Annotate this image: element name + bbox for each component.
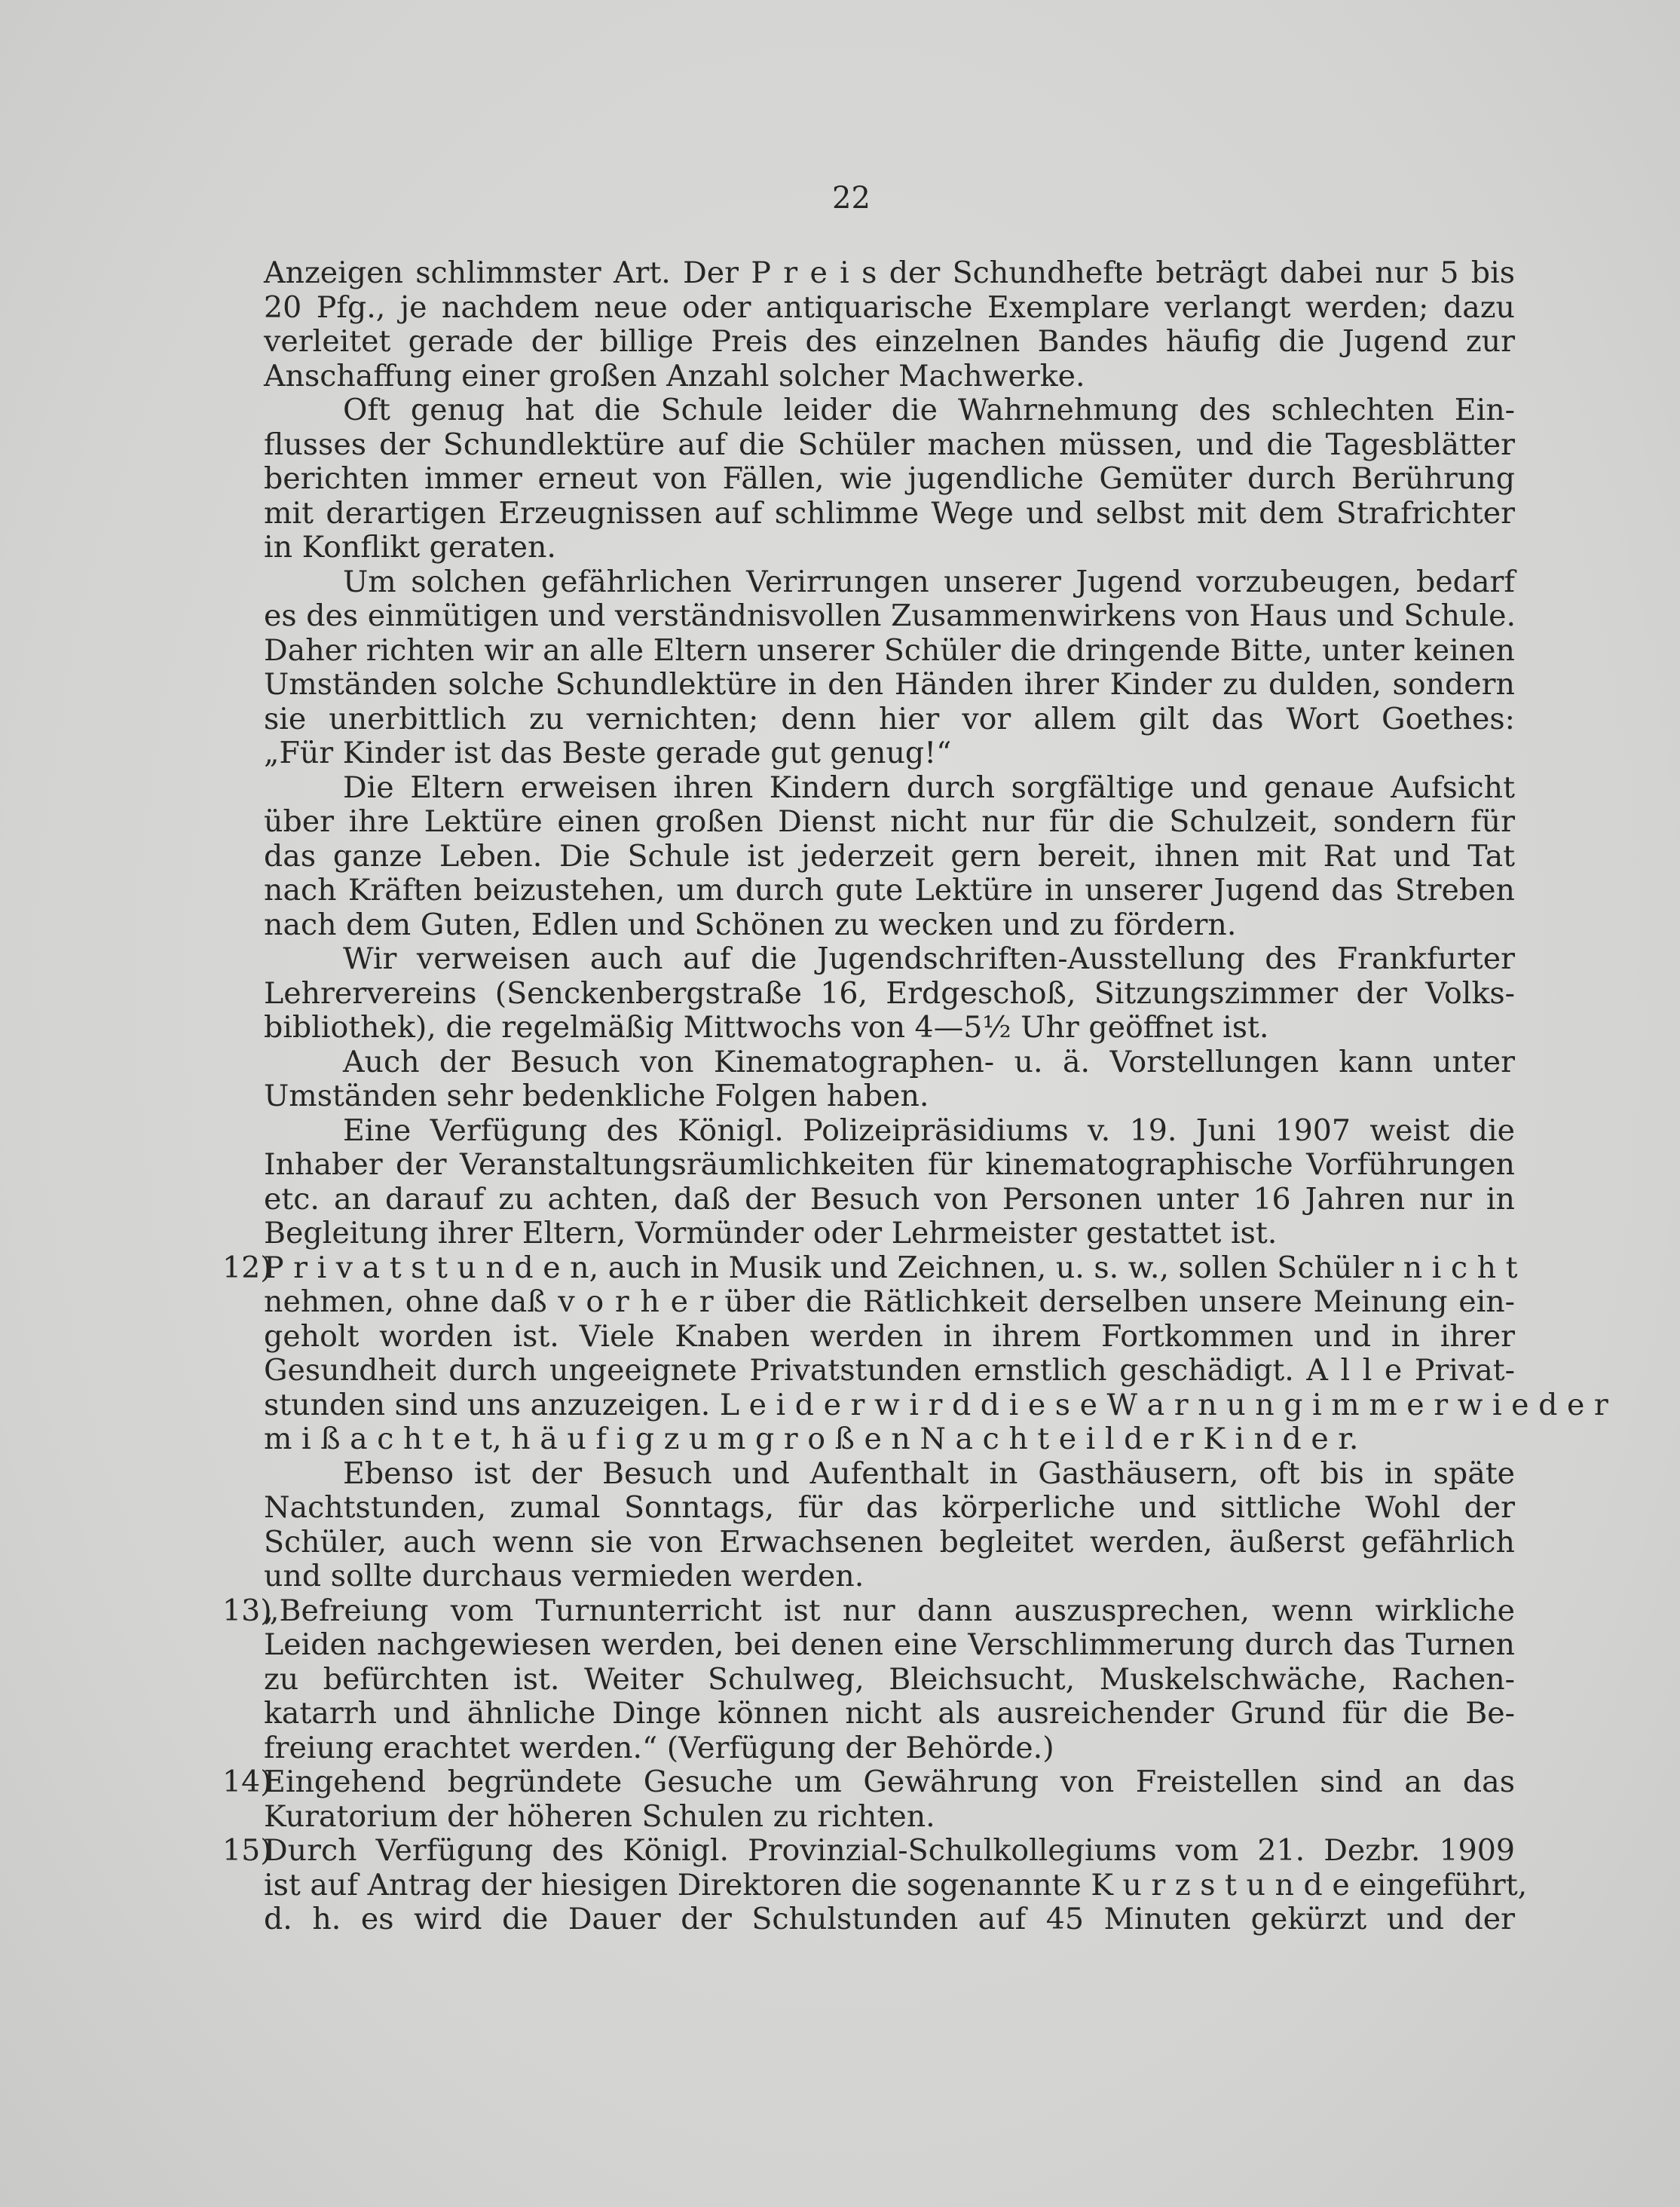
numbered-item — [222, 1833, 1528, 1937]
paragraph — [264, 1045, 1515, 1114]
text-line: nehmen, ohne daß v o r h e r über die Rätlichkeit derselben unsere Meinung ein- — [264, 1284, 1515, 1319]
numbered-item — [222, 1250, 1608, 1457]
text-line: Begleitung ihrer Eltern, Vormünder oder Lehrmeister gestattet ist. — [264, 1216, 1278, 1250]
text-line: mit derartigen Erzeugnissen auf schlimme Wege und selbst mit dem Strafrichter — [264, 495, 1515, 531]
text-line: „Für Kinder ist das Beste gerade gut genug!“ — [264, 736, 952, 770]
text-content: P r i v a t s t u n d e n, auch in Musik und Zeichnen, u. s. w., sollen Schüler n i c h t — [264, 1250, 1518, 1285]
text-content: „Befreiung vom Turnunterricht ist nur dann auszusprechen, wenn wirkliche — [264, 1593, 1515, 1628]
item-number: 14) — [222, 1765, 272, 1799]
text-line: Nachtstunden, zumal Sonntags, für das körperliche und sittliche Wohl der — [264, 1490, 1515, 1525]
text-line: und sollte durchaus vermieden werden. — [264, 1559, 864, 1593]
paragraph — [264, 771, 1515, 943]
text-line: nach Kräften beizustehen, um durch gute Lektüre in unserer Jugend das Streben — [264, 873, 1515, 908]
text-line: zu befürchten ist. Weiter Schulweg, Bleichsucht, Muskelschwäche, Rachen- — [264, 1661, 1515, 1697]
text-line: m i ß a c h t e t, h ä u f i g z u m g r o ß e n N a c h t e i l d e r K i n d e r. — [264, 1422, 1359, 1456]
text-line: Lehrervereins (Senckenbergstraße 16, Erdgeschoß, Sitzungszimmer der Volks- — [264, 975, 1515, 1011]
text-line — [222, 1833, 1515, 1869]
text-line: Auch der Besuch von Kinematographen- u. ä. Vorstellungen kann unter — [343, 1044, 1515, 1079]
text-line: Kuratorium der höheren Schulen zu richten. — [264, 1798, 935, 1834]
paragraph — [264, 1114, 1515, 1251]
text-line: in Konflikt geraten. — [264, 530, 556, 565]
text-line: Gesundheit durch ungeeignete Privatstunden ernstlich geschädigt. A l l e Privat- — [264, 1353, 1515, 1388]
text-line: berichten immer erneut von Fällen, wie jugendliche Gemüter durch Berührung — [264, 461, 1515, 496]
text-line: etc. an darauf zu achten, daß der Besuch von Personen unter 16 Jahren nur in — [264, 1181, 1515, 1217]
text-line: stunden sind uns anzuzeigen. L e i d e r w i r d d i e s e W a r n u n g i m m e r w i e d e r — [264, 1387, 1608, 1422]
text-line: d. h. es wird die Dauer der Schulstunden auf 45 Minuten gekürzt und der — [264, 1902, 1515, 1936]
paragraph — [264, 942, 1515, 1045]
text-line: Wir verweisen auch auf die Jugendschriften-Ausstellung des Frankfurter — [343, 941, 1515, 976]
paragraph — [264, 565, 1515, 771]
text-line: Eine Verfügung des Königl. Polizeipräsidiums v. 19. Juni 1907 weist die — [343, 1113, 1515, 1148]
text-line: sie unerbittlich zu vernichten; denn hier vor allem gilt das Wort Goethes: — [264, 701, 1515, 736]
text-line: Umständen sehr bedenkliche Folgen haben. — [264, 1079, 929, 1113]
text-line — [222, 1593, 1515, 1629]
text-line: Anzeigen schlimmster Art. Der P r e i s der Schundhefte beträgt dabei nur 5 bis — [264, 256, 1515, 290]
item-number: 13) — [222, 1593, 272, 1628]
text-line: nach dem Guten, Edlen und Schönen zu wecken und zu fördern. — [264, 907, 1237, 942]
text-line: Inhaber der Veranstaltungsräumlichkeiten für kinematographische Vorführungen — [264, 1147, 1515, 1182]
body-text — [222, 256, 1608, 1937]
text-line — [222, 1250, 1518, 1286]
text-line: ist auf Antrag der hiesigen Direktoren die sogenannte K u r z s t u n d e eingeführt, — [264, 1867, 1528, 1902]
text-line: Oft genug hat die Schule leider die Wahrnehmung des schlechten Ein- — [343, 393, 1515, 427]
numbered-item — [222, 1593, 1515, 1766]
paragraph — [264, 1457, 1515, 1594]
text-line: Um solchen gefährlichen Verirrungen unserer Jugend vorzubeugen, bedarf — [343, 564, 1515, 599]
text-line: Anschaffung einer großen Anzahl solcher Machwerke. — [264, 358, 1085, 393]
text-line: Ebenso ist der Besuch und Aufenthalt in Gasthäusern, oft bis in späte — [343, 1456, 1515, 1491]
text-line: geholt worden ist. Viele Knaben werden in ihrem Fortkommen und in ihrer — [264, 1318, 1515, 1354]
numbered-item — [222, 1765, 1515, 1834]
text-line: Schüler, auch wenn sie von Erwachsenen begleitet werden, äußerst gefährlich — [264, 1524, 1515, 1560]
text-line: 20 Pfg., je nachdem neue oder antiquarische Exemplare verlangt werden; dazu — [264, 289, 1515, 325]
text-line: freiung erachtet werden.“ (Verfügung der Behörde.) — [264, 1730, 1054, 1765]
text-line: über ihre Lektüre einen großen Dienst nicht nur für die Schulzeit, sondern für — [264, 804, 1515, 839]
text-line — [222, 1765, 1515, 1800]
item-number: 12) — [222, 1250, 272, 1285]
text-line: Umständen solche Schundlektüre in den Händen ihrer Kinder zu dulden, sondern — [264, 667, 1515, 702]
item-number: 15) — [222, 1833, 272, 1868]
text-line: es des einmütigen und verständnisvollen Zusammenwirkens von Haus und Schule. — [264, 598, 1516, 633]
text-line: Daher richten wir an alle Eltern unserer Schüler die dringende Bitte, unter keinen — [264, 632, 1515, 668]
text-line: flusses der Schundlektüre auf die Schüler machen müssen, und die Tagesblätter — [264, 427, 1515, 462]
text-content: Durch Verfügung des Königl. Provinzial-Schulkollegiums vom 21. Dezbr. 1909 — [264, 1833, 1515, 1868]
page-number: 22 — [832, 181, 871, 216]
text-line: bibliothek), die regelmäßig Mittwochs von 4—5½ Uhr geöffnet ist. — [264, 1010, 1269, 1045]
text-content: Eingehend begründete Gesuche um Gewährung von Freistellen sind an das — [264, 1765, 1515, 1799]
paragraph — [264, 256, 1515, 393]
text-line: Leiden nachgewiesen werden, bei denen eine Verschlimmerung durch das Turnen — [264, 1627, 1515, 1662]
text-line: katarrh und ähnliche Dinge können nicht als ausreichender Grund für die Be- — [264, 1696, 1515, 1731]
text-line: verleitet gerade der billige Preis des einzelnen Bandes häufig die Jugend zur — [264, 324, 1515, 359]
text-line: das ganze Leben. Die Schule ist jederzeit gern bereit, ihnen mit Rat und Tat — [264, 838, 1515, 874]
text-line: Die Eltern erweisen ihren Kindern durch sorgfältige und genaue Aufsicht — [343, 770, 1515, 805]
paragraph — [264, 393, 1515, 565]
